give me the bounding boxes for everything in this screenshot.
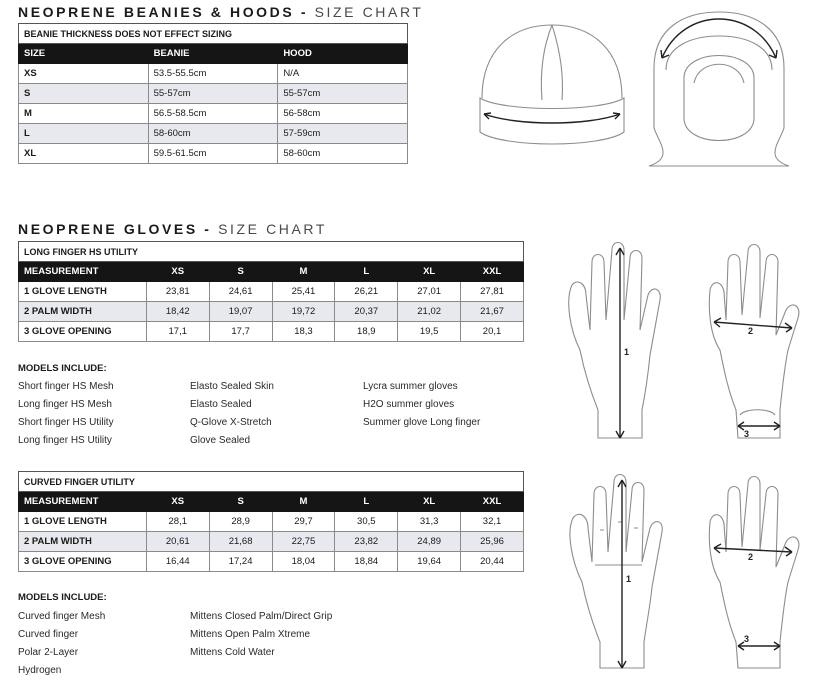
value-cell: 29,7 xyxy=(272,512,335,532)
models-include-heading: MODELS INCLUDE: xyxy=(18,592,107,603)
table-row xyxy=(19,124,408,144)
column-header: SIZE xyxy=(19,44,149,64)
gloves-title xyxy=(18,221,327,237)
gloves-title-light: SIZE CHART xyxy=(218,221,328,237)
column-header: XXL xyxy=(461,262,524,282)
hood-cell: N/A xyxy=(278,64,408,84)
curved-finger-size-table xyxy=(18,471,524,572)
value-cell: 16,44 xyxy=(146,552,209,572)
model-item: Lycra summer gloves xyxy=(363,381,458,392)
beanie-cell: 58-60cm xyxy=(148,124,278,144)
value-cell: 18,3 xyxy=(272,322,335,342)
column-header: XS xyxy=(146,492,209,512)
value-cell: 23,82 xyxy=(335,532,398,552)
model-item: Long finger HS Utility xyxy=(18,435,112,446)
model-item: Polar 2-Layer xyxy=(18,647,79,658)
size-cell: XL xyxy=(19,144,149,164)
measure-label-3: 3 xyxy=(744,634,750,644)
table-caption: LONG FINGER HS UTILITY xyxy=(19,242,524,262)
curved-finger-glove-illustration xyxy=(560,470,810,675)
column-header: XXL xyxy=(461,492,524,512)
value-cell: 20,61 xyxy=(146,532,209,552)
table-caption: CURVED FINGER UTILITY xyxy=(19,472,524,492)
value-cell: 21,67 xyxy=(461,302,524,322)
table-row xyxy=(19,322,524,342)
measure-label-2: 2 xyxy=(748,326,754,336)
model-item: Elasto Sealed Skin xyxy=(190,381,274,392)
value-cell: 26,21 xyxy=(335,282,398,302)
value-cell: 28,9 xyxy=(209,512,272,532)
size-cell: L xyxy=(19,124,149,144)
column-header: L xyxy=(335,492,398,512)
model-item: Long finger HS Mesh xyxy=(18,399,112,410)
model-item: Short finger HS Utility xyxy=(18,417,114,428)
beanies-title-light: SIZE CHART xyxy=(314,4,424,20)
column-header: M xyxy=(272,262,335,282)
value-cell: 20,37 xyxy=(335,302,398,322)
beanie-illustration xyxy=(472,20,632,155)
value-cell: 22,75 xyxy=(272,532,335,552)
value-cell: 17,7 xyxy=(209,322,272,342)
model-item: Mittens Cold Water xyxy=(190,647,275,658)
value-cell: 19,64 xyxy=(398,552,461,572)
hood-cell: 55-57cm xyxy=(278,84,408,104)
value-cell: 18,9 xyxy=(335,322,398,342)
table-row xyxy=(19,512,524,532)
hood-cell: 58-60cm xyxy=(278,144,408,164)
value-cell: 18,42 xyxy=(146,302,209,322)
column-header: MEASUREMENT xyxy=(19,262,147,282)
value-cell: 31,3 xyxy=(398,512,461,532)
column-header: L xyxy=(335,262,398,282)
value-cell: 25,41 xyxy=(272,282,335,302)
value-cell: 19,07 xyxy=(209,302,272,322)
table-row xyxy=(19,104,408,124)
value-cell: 30,5 xyxy=(335,512,398,532)
column-header: M xyxy=(272,492,335,512)
value-cell: 27,81 xyxy=(461,282,524,302)
column-header: BEANIE xyxy=(148,44,278,64)
column-header: MEASUREMENT xyxy=(19,492,147,512)
hood-cell: 57-59cm xyxy=(278,124,408,144)
value-cell: 19,5 xyxy=(398,322,461,342)
column-header: XL xyxy=(398,492,461,512)
column-header: XS xyxy=(146,262,209,282)
model-item: Short finger HS Mesh xyxy=(18,381,114,392)
measurement-cell: 2 PALM WIDTH xyxy=(19,532,147,552)
measurement-cell: 3 GLOVE OPENING xyxy=(19,552,147,572)
table-row xyxy=(19,302,524,322)
beanie-cell: 56.5-58.5cm xyxy=(148,104,278,124)
table-caption: BEANIE THICKNESS DOES NOT EFFECT SIZING xyxy=(19,24,408,44)
measurement-cell: 1 GLOVE LENGTH xyxy=(19,282,147,302)
beanie-cell: 53.5-55.5cm xyxy=(148,64,278,84)
model-item: H2O summer gloves xyxy=(363,399,455,410)
column-header: S xyxy=(209,492,272,512)
table-row xyxy=(19,532,524,552)
hood-cell: 56-58cm xyxy=(278,104,408,124)
models-include-heading: MODELS INCLUDE: xyxy=(18,363,107,374)
value-cell: 17,1 xyxy=(146,322,209,342)
model-item: Hydrogen xyxy=(18,665,62,676)
value-cell: 20,44 xyxy=(461,552,524,572)
table-row xyxy=(19,144,408,164)
column-header: HOOD xyxy=(278,44,408,64)
long-finger-glove-illustration xyxy=(560,240,810,445)
model-item: Curved finger Mesh xyxy=(18,611,106,622)
beanie-cell: 55-57cm xyxy=(148,84,278,104)
measure-label-2: 2 xyxy=(748,552,754,562)
value-cell: 24,89 xyxy=(398,532,461,552)
value-cell: 18,84 xyxy=(335,552,398,572)
beanie-cell: 59.5-61.5cm xyxy=(148,144,278,164)
value-cell: 17,24 xyxy=(209,552,272,572)
model-item: Q-Glove X-Stretch xyxy=(190,417,272,428)
table-row xyxy=(19,64,408,84)
measure-label-3: 3 xyxy=(744,429,750,439)
model-item: Curved finger xyxy=(18,629,79,640)
value-cell: 19,72 xyxy=(272,302,335,322)
model-item: Elasto Sealed xyxy=(190,399,252,410)
value-cell: 23,81 xyxy=(146,282,209,302)
value-cell: 21,68 xyxy=(209,532,272,552)
table-row xyxy=(19,552,524,572)
size-cell: S xyxy=(19,84,149,104)
value-cell: 24,61 xyxy=(209,282,272,302)
value-cell: 27,01 xyxy=(398,282,461,302)
measurement-cell: 1 GLOVE LENGTH xyxy=(19,512,147,532)
value-cell: 28,1 xyxy=(146,512,209,532)
value-cell: 18,04 xyxy=(272,552,335,572)
model-item: Summer glove Long finger xyxy=(363,417,481,428)
measurement-cell: 2 PALM WIDTH xyxy=(19,302,147,322)
value-cell: 21,02 xyxy=(398,302,461,322)
column-header: XL xyxy=(398,262,461,282)
gloves-title-bold: NEOPRENE GLOVES - xyxy=(18,221,212,237)
long-finger-size-table xyxy=(18,241,524,342)
model-item: Mittens Closed Palm/Direct Grip xyxy=(190,611,333,622)
table-row xyxy=(19,84,408,104)
column-header: S xyxy=(209,262,272,282)
beanie-size-table xyxy=(18,23,408,164)
model-item: Mittens Open Palm Xtreme xyxy=(190,629,311,640)
measurement-cell: 3 GLOVE OPENING xyxy=(19,322,147,342)
model-item: Glove Sealed xyxy=(190,435,251,446)
measure-label-1: 1 xyxy=(626,574,632,584)
table-row xyxy=(19,282,524,302)
beanies-title-bold: NEOPRENE BEANIES & HOODS - xyxy=(18,4,309,20)
value-cell: 20,1 xyxy=(461,322,524,342)
measure-label-1: 1 xyxy=(624,347,630,357)
size-cell: M xyxy=(19,104,149,124)
value-cell: 32,1 xyxy=(461,512,524,532)
size-cell: XS xyxy=(19,64,149,84)
hood-illustration xyxy=(644,8,794,168)
value-cell: 25,96 xyxy=(461,532,524,552)
beanies-title xyxy=(18,4,424,20)
